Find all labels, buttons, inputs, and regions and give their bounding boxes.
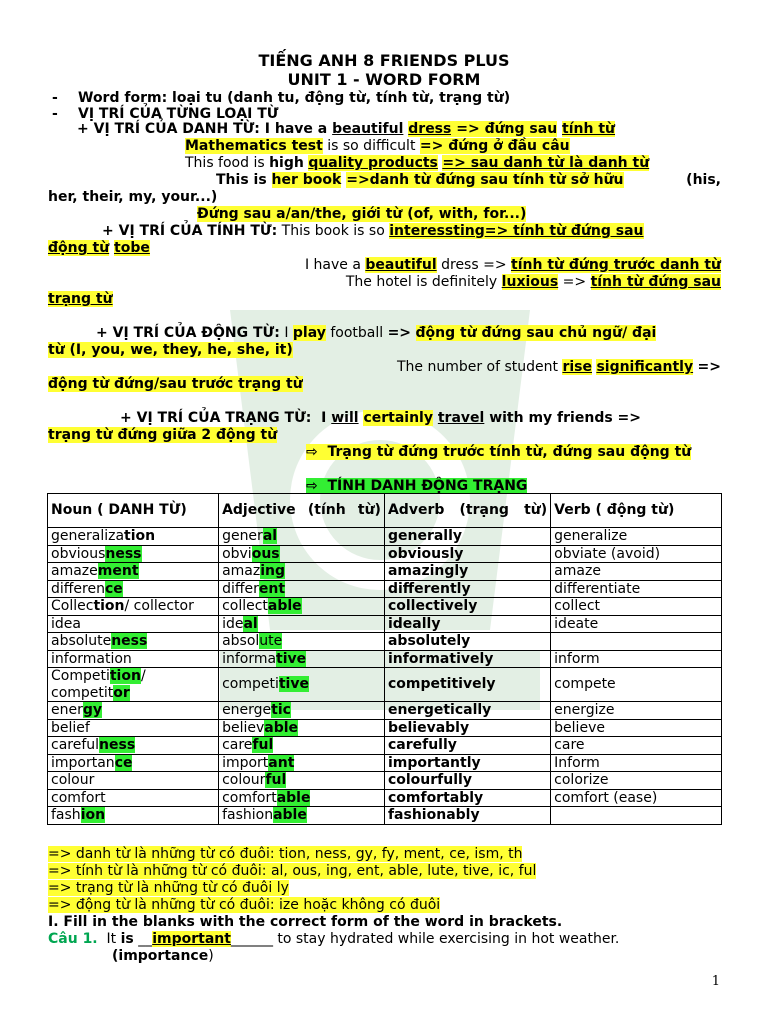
question-label: Câu 1. (48, 931, 98, 947)
adjective-cell: careful (219, 737, 385, 755)
verb-cell: differentiate (551, 580, 722, 598)
bullet-positions: - VỊ TRÍ CỦA TỪNG LOẠI TỪ (52, 106, 279, 122)
verb-example-2: The number of student rise significantly => (396, 359, 721, 375)
document-page: TIẾNG ANH 8 FRIENDS PLUS UNIT 1 - WORD FORM - Word form: loại tu (danh tu, động từ, tính từ, trạng từ) - VỊ TRÍ CỦA TỪNG LOẠI TỪ + VỊ TRÍ CỦA DANH TỪ: I have a beautiful dress => đứng sau tính từ Mathematics test is so difficult => đứng ở đầu câu This food is high quality products => sau danh từ là danh từ This is her book =>danh từ đứng sau tính từ sở hữu (his, her, their, my, your...) Đứng sau a/an/the, giới từ (of, with, for...) + VỊ TRÍ CỦA TÍNH TỪ: This book is so interessting=> tính từ đứng sau động từ tobe I have a beautiful dress => tính từ đứng trước danh từ The hotel is definitely luxious => tính từ đứng sau trạng từ + VỊ TRÍ CỦA ĐỘNG TỪ: I play football => động từ đứng sau chủ ngữ/ đại từ (I, you, we, they, he, she, it) The number of student rise significantly => động từ đứng/sau trước trạng từ + VỊ TRÍ CỦA TRẠNG TỪ: I will certainly travel with my friends => trạng từ đứng giữa 2 động từ ⇨ Trạng từ đứng trước tính từ, đứng sau động từ ⇨ TÍNH DANH ĐỘNG TRẠNG Noun ( DANH TỪ) Adjective (tính từ) Adverb (trạng từ) Verb ( động từ) generalization general generally generalize obviousness obvious obviously obviate (avoid) amazement amazing amazingly amaze difference different differently differentiate Collection/ collector collectable collectively collect idea ideal ideally ideate absoluteness absolute absolutely information informative informatively inform Competition/ competitor competitive competitively compete energy energetic energetically energize belief believable believably believe carefulness careful carefully care importance important importantly Inform colour colourful colourfully colorize comfort comfortable comfortably comfort (ease) fashion fashionable fashionably => danh từ là những từ có đuôi: tion, ness, gy, fy, ment, ce, ism, th => tính từ là những từ có đuôi: al, ous, ing, ent, able, lute, tive, ic, ful => trạng từ là những từ có đuôi ly => động từ là những từ có đuôi: ize hoặc không có đuôi I. Fill in the blanks with the correct form of the word in brackets. Câu 1. It is __important______ to stay hydrated while exercising in hot weather. (importance) 1 (0, 0, 768, 1024)
noun-cell: energy (48, 702, 219, 720)
noun-cell: obviousness (48, 545, 219, 563)
noun-example-1: + VỊ TRÍ CỦA DANH TỪ: I have a beautiful dress => đứng sau tính từ (77, 121, 616, 137)
noun-cell: belief (48, 719, 219, 737)
noun-example-3: This food is high quality products => sau danh từ là danh từ (185, 155, 650, 171)
table-row (48, 737, 722, 755)
verb-cell: ideate (551, 615, 722, 633)
adverb-cell: fashionably (384, 807, 550, 825)
noun-cell: Collection/ collector (48, 598, 219, 616)
noun-example-4-cont: her, their, my, your...) (48, 189, 218, 205)
noun-example-2: Mathematics test is so difficult => đứng ở đầu câu (185, 138, 570, 154)
verb-cell: amaze (551, 563, 722, 581)
noun-cell: importance (48, 754, 219, 772)
verb-cell: compete (551, 668, 722, 702)
table-row (48, 580, 722, 598)
verb-cell (551, 807, 722, 825)
word-form-table (47, 493, 722, 825)
question-1: Câu 1. It is __important______ to stay hydrated while exercising in hot weather. (48, 931, 620, 947)
table-row (48, 650, 722, 668)
table-row (48, 702, 722, 720)
noun-cell: carefulness (48, 737, 219, 755)
rule-adverb: => trạng từ là những từ có đuôi ly (48, 880, 289, 896)
noun-cell: difference (48, 580, 219, 598)
header-noun: Noun ( DANH TỪ) (48, 494, 219, 528)
adverb-cell: generally (384, 528, 550, 546)
adv-note: ⇨ Trạng từ đứng trước tính từ, đứng sau động từ (306, 444, 692, 460)
verb-cell: believe (551, 719, 722, 737)
verb-cell (551, 633, 722, 651)
noun-cell: generalization (48, 528, 219, 546)
adj-example-1-cont: động từ tobe (48, 240, 150, 256)
adjective-cell: competitive (219, 668, 385, 702)
adjective-cell: informative (219, 650, 385, 668)
adverb-cell: differently (384, 580, 550, 598)
header-verb: Verb ( động từ) (551, 494, 722, 528)
noun-cell: amazement (48, 563, 219, 581)
adjective-cell: general (219, 528, 385, 546)
adverb-cell: amazingly (384, 563, 550, 581)
adv-example-1: + VỊ TRÍ CỦA TRẠNG TỪ: I will certainly travel with my friends => (120, 410, 642, 426)
adverb-cell: comfortably (384, 789, 550, 807)
adj-example-2: I have a beautiful dress => tính từ đứng trước danh từ (304, 257, 721, 273)
table-row (48, 598, 722, 616)
adjective-cell: amazing (219, 563, 385, 581)
rule-noun: => danh từ là những từ có đuôi: tion, ness, gy, fy, ment, ce, ism, th (48, 846, 523, 862)
adjective-cell: important (219, 754, 385, 772)
adjective-cell: obvious (219, 545, 385, 563)
verb-cell: inform (551, 650, 722, 668)
verb-cell: care (551, 737, 722, 755)
question-1-hint: (importance) (112, 948, 214, 964)
noun-cell: comfort (48, 789, 219, 807)
table-row (48, 807, 722, 825)
table-row (48, 528, 722, 546)
rule-adjective: => tính từ là những từ có đuôi: al, ous, ing, ent, able, lute, tive, ic, ful (48, 863, 537, 879)
table-row (48, 754, 722, 772)
adverb-cell: energetically (384, 702, 550, 720)
arrow-icon: ⇨ (306, 444, 318, 460)
arrow-icon: ⇨ (306, 478, 318, 494)
noun-cell: idea (48, 615, 219, 633)
adv-example-1-cont: trạng từ đứng giữa 2 động từ (48, 427, 278, 443)
adverb-cell: obviously (384, 545, 550, 563)
adverb-cell: absolutely (384, 633, 550, 651)
page-number: 1 (711, 974, 720, 989)
verb-cell: colorize (551, 772, 722, 790)
verb-example-1-cont: từ (I, you, we, they, he, she, it) (48, 342, 293, 358)
noun-cell: Competition/ competitor (48, 668, 219, 702)
adjective-cell: absolute (219, 633, 385, 651)
table-row (48, 772, 722, 790)
adverb-cell: informatively (384, 650, 550, 668)
noun-cell: information (48, 650, 219, 668)
table-row (48, 563, 722, 581)
verb-cell: collect (551, 598, 722, 616)
table-row (48, 545, 722, 563)
verb-cell: generalize (551, 528, 722, 546)
noun-example-5: Đứng sau a/an/the, giới từ (of, with, for...) (197, 206, 527, 222)
header-adverb: Adverb (trạng từ) (384, 494, 550, 528)
table-row (48, 719, 722, 737)
verb-cell: comfort (ease) (551, 789, 722, 807)
rule-verb: => động từ là những từ có đuôi: ize hoặc không có đuôi (48, 897, 441, 913)
verb-cell: obviate (avoid) (551, 545, 722, 563)
adjective-cell: ideal (219, 615, 385, 633)
adj-example-3: The hotel is definitely luxious => tính từ đứng sau (345, 274, 721, 290)
adverb-cell: believably (384, 719, 550, 737)
verb-cell: energize (551, 702, 722, 720)
adjective-cell: colourful (219, 772, 385, 790)
header-adjective: Adjective (tính từ) (219, 494, 385, 528)
noun-cell: fashion (48, 807, 219, 825)
adjective-cell: believable (219, 719, 385, 737)
noun-cell: absoluteness (48, 633, 219, 651)
table-caption: ⇨ TÍNH DANH ĐỘNG TRẠNG (306, 478, 528, 494)
adverb-cell: importantly (384, 754, 550, 772)
verb-cell: Inform (551, 754, 722, 772)
adjective-cell: different (219, 580, 385, 598)
table-header-row (48, 494, 722, 528)
table-row (48, 789, 722, 807)
verb-example-2-cont: động từ đứng/sau trước trạng từ (48, 376, 303, 392)
adverb-cell: colourfully (384, 772, 550, 790)
noun-cell: colour (48, 772, 219, 790)
adjective-cell: energetic (219, 702, 385, 720)
adjective-cell: collectable (219, 598, 385, 616)
adjective-cell: fashionable (219, 807, 385, 825)
adj-example-3-cont: trạng từ (48, 291, 113, 307)
adverb-cell: competitively (384, 668, 550, 702)
doc-title: TIẾNG ANH 8 FRIENDS PLUS (258, 51, 510, 70)
exercise-heading: I. Fill in the blanks with the correct form of the word in brackets. (48, 914, 563, 930)
table-row (48, 668, 722, 702)
doc-subtitle: UNIT 1 - WORD FORM (287, 70, 481, 89)
table-row (48, 615, 722, 633)
bullet-word-form: - Word form: loại tu (danh tu, động từ, tính từ, trạng từ) (52, 90, 511, 106)
table-row (48, 633, 722, 651)
adverb-cell: collectively (384, 598, 550, 616)
answer-blank[interactable]: important (152, 931, 231, 947)
adjective-cell: comfortable (219, 789, 385, 807)
adverb-cell: carefully (384, 737, 550, 755)
adverb-cell: ideally (384, 615, 550, 633)
